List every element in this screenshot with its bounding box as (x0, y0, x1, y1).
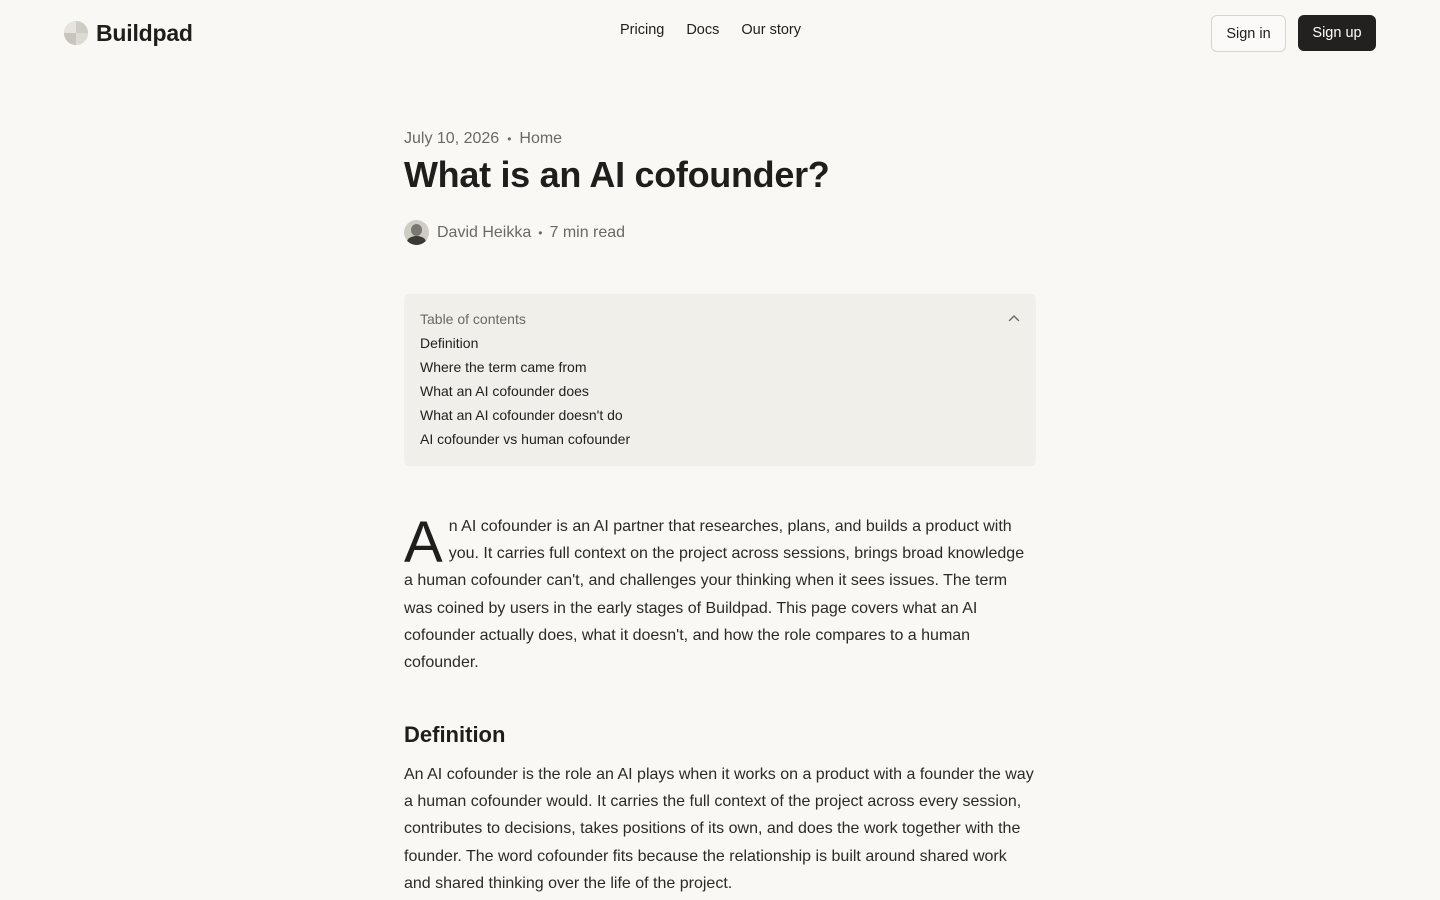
site-header (0, 0, 1440, 66)
nav-docs[interactable]: Docs (686, 22, 720, 38)
table-of-contents (404, 294, 1036, 466)
read-time: 7 min read (549, 223, 626, 241)
drop-cap: A (404, 510, 443, 575)
toc-link-what-it-does[interactable]: What an AI cofounder does (420, 383, 589, 399)
definition-heading: Definition (404, 722, 506, 747)
toc-link-term-origin[interactable]: Where the term came from (420, 359, 587, 375)
author-avatar (404, 220, 429, 245)
list-item (420, 335, 1020, 359)
brand-name: Buildpad (96, 19, 193, 46)
definition-paragraph: An AI cofounder is the role an AI plays when it works on a product with a founder the way a human cofounder would. It carries the full context of the project across every session, contributes to decisions, takes positions of its own, and does the work together with the founder. The word cofounder fits because the relationship is built around shared work and shared thinking over the life of the project. (404, 766, 1034, 892)
main-nav (620, 22, 801, 38)
article-date: July 10, 2026 (404, 130, 500, 147)
nav-pricing[interactable]: Pricing (620, 22, 665, 38)
category-link[interactable]: Home (519, 130, 563, 147)
list-item (420, 383, 1020, 407)
intro-paragraph (404, 510, 1036, 676)
meta-separator: • (507, 132, 512, 146)
list-item (420, 407, 1020, 431)
toc-list (420, 335, 1020, 455)
page-title: What is an AI cofounder? (404, 154, 830, 195)
brand-logo-link[interactable] (64, 19, 193, 47)
list-item (420, 431, 1020, 455)
buildpad-logo-icon (64, 21, 88, 45)
sign-up-button[interactable]: Sign up (1298, 15, 1376, 51)
toc-title: Table of contents (420, 311, 526, 327)
toc-link-definition[interactable]: Definition (420, 335, 479, 351)
list-item (420, 359, 1020, 383)
intro-text: n AI cofounder is an AI partner that researches, plans, and builds a product with you. It carries full context on the project across sessions, brings broad knowledge a human cofounder can't, and challenges your thinking when it sees issues. The term was coined by users in the early stages of Buildpad. This page covers what an AI cofounder actually does, what it doesn't, and how the role compares to a human cofounder. (404, 518, 1025, 672)
chevron-up-icon[interactable] (1006, 310, 1022, 326)
sign-in-button[interactable]: Sign in (1211, 15, 1286, 52)
author-name: David Heikka (437, 223, 532, 241)
toc-link-vs-human[interactable]: AI cofounder vs human cofounder (420, 431, 631, 447)
author-line (404, 220, 625, 245)
meta-separator: • (538, 225, 543, 240)
toc-link-what-it-doesnt-do[interactable]: What an AI cofounder doesn't do (420, 407, 623, 423)
nav-our-story[interactable]: Our story (741, 22, 801, 38)
article-meta (404, 130, 562, 148)
